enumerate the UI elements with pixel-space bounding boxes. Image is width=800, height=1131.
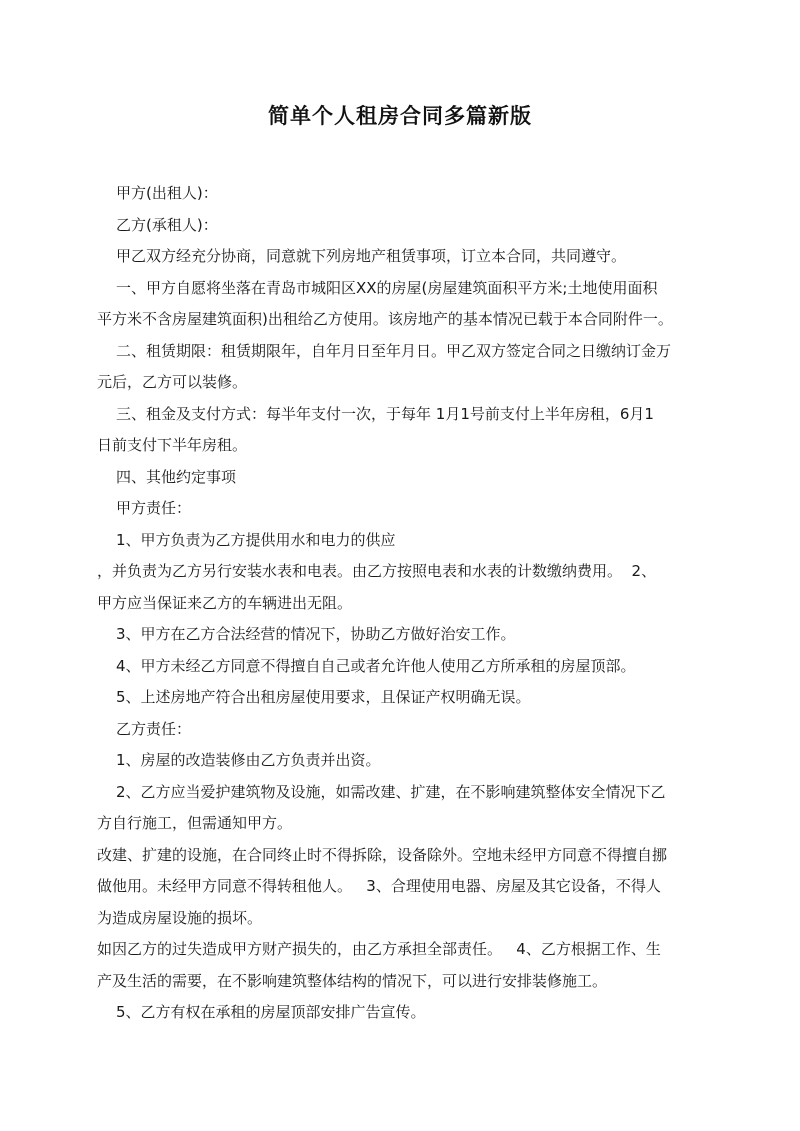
text-line: 日前支付下半年房租。 (97, 436, 248, 454)
text-line: 三、租金及支付方式：每半年支付一次，于每年 1月1号前支付上半年房租，6月1 (116, 404, 654, 423)
text-line: 产及生活的需要，在不影响建筑整体结构的情况下，可以进行安排装修施工。 (97, 971, 608, 990)
text-line: 如因乙方的过失造成甲方财产损失的，由乙方承担全部责任。 4、乙方根据工作、生 (97, 940, 661, 958)
text-line: 2、乙方应当爱护建筑物及设施，如需改建、扩建，在不影响建筑整体安全情况下乙 (116, 782, 666, 801)
text-line: 平方米不含房屋建筑面积)出租给乙方使用。该房地产的基本情况已载于本合同附件一。 (97, 310, 673, 328)
text-line: 四、其他约定事项 (116, 467, 237, 486)
document-title: 简单个人租房合同多篇新版 (268, 104, 532, 128)
text-line: 5、乙方有权在承租的房屋顶部安排广告宣传。 (116, 1003, 426, 1021)
text-line: 甲方应当保证来乙方的车辆进出无阻。 (97, 593, 353, 612)
text-line: 做他用。未经甲方同意不得转租他人。 3、合理使用电器、房屋及其它设备，不得人 (97, 877, 661, 895)
text-line: 改建、扩建的设施，在合同终止时不得拆除，设备除外。空地未经甲方同意不得擅自挪 (97, 845, 668, 864)
text-line: 乙方责任： (116, 719, 192, 738)
text-line: 甲乙双方经充分协商，同意就下列房地产租赁事项，订立本合同，共同遵守。 (116, 247, 627, 265)
text-line: 二、租赁期限：租赁期限年，自年月日至年月日。甲乙双方签定合同之日缴纳订金万 (116, 341, 672, 360)
text-line: 4、甲方未经乙方同意不得擅自自己或者允许他人使用乙方所承租的房屋顶部。 (116, 656, 636, 675)
text-line: 为造成房屋设施的损坏。 (97, 908, 263, 927)
text-line: 甲方(出租人)： (116, 184, 218, 202)
text-line: ，并负责为乙方另行安装水表和电表。由乙方按照电表和水表的计数缴纳费用。 2、 (97, 562, 657, 580)
text-line: 5、上述房地产符合出租房屋使用要求，且保证产权明确无误。 (116, 688, 531, 706)
text-line: 甲方责任： (116, 499, 192, 517)
text-line: 1、房屋的改造装修由乙方负责并出资。 (116, 751, 381, 769)
text-line: 元后，乙方可以装修。 (97, 373, 248, 391)
text-line: 方自行施工，但需通知甲方。 (97, 814, 293, 832)
text-line: 1、甲方负责为乙方提供用水和电力的供应 (116, 530, 396, 549)
document-body (97, 178, 712, 1029)
text-line: 3、甲方在乙方合法经营的情况下，协助乙方做好治安工作。 (116, 625, 516, 643)
text-line: 乙方(承租人)： (116, 215, 218, 234)
text-line: 一、甲方自愿将坐落在青岛市城阳区XX的房屋(房屋建筑面积平方米;土地使用面积 (116, 278, 658, 297)
